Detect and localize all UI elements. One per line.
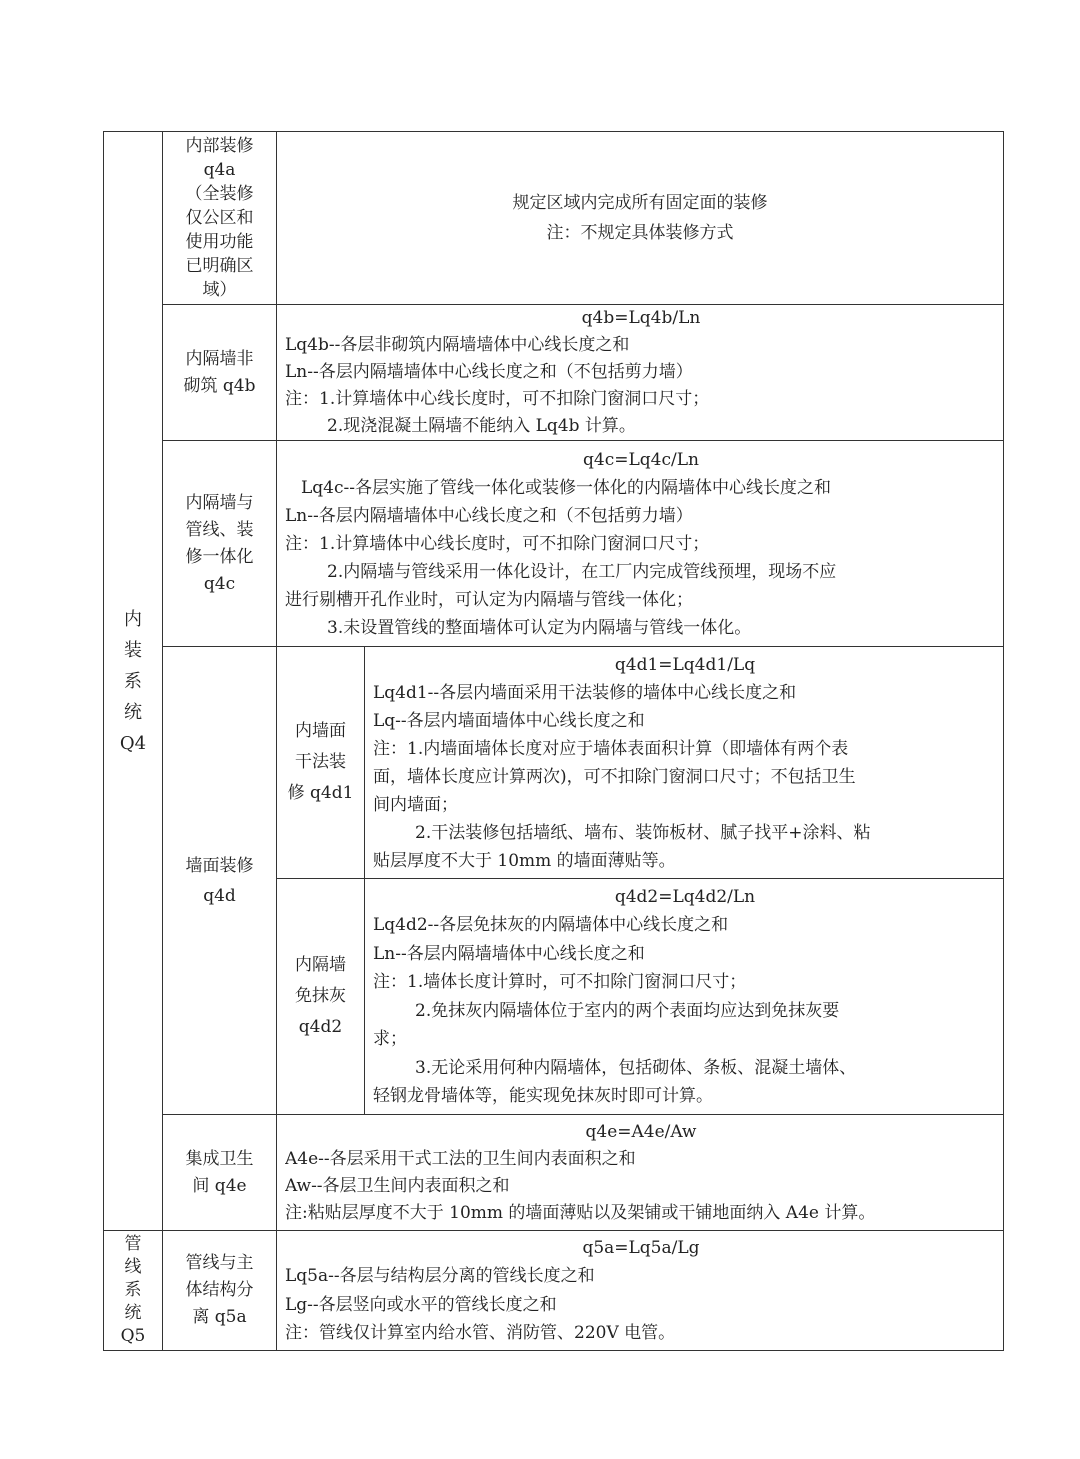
table-row-q4d1 [104,647,1004,879]
table-row-q5a [104,1231,1004,1351]
formula-q5a: q5a=Lq5a/Lg [582,1237,700,1258]
item-desc-q5a: q5a=Lq5a/Lg Lq5a--各层与结构层分离的管线长度之和 Lg--各层竖向或水平的管线长度之和 注：管线仅计算室内给水管、消防管、220V 电管。 [277,1231,1004,1351]
table-row-q4b [104,305,1004,441]
formula-q4b: q4b=Lq4b/Ln [581,308,701,328]
formula-q4d1: q4d1=Lq4d1/Lq [614,654,756,675]
formula-q4d2: q4d2=Lq4d2/Ln [614,886,756,907]
item-name-q4d: 墙面装修 q4d [163,647,277,1115]
item-name-q4e: 集成卫生 间 q4e [163,1115,277,1231]
subitem-name-q4d1: 内墙面 干法装 修 q4d1 [277,647,365,879]
formula-q4c: q4c=Lq4c/Ln [583,449,699,470]
item-name-q5a: 管线与主 体结构分 离 q5a [163,1231,277,1351]
item-desc-q4c: q4c=Lq4c/Ln Lq4c--各层实施了管线一体化或装修一体化的内隔墙体中心线长度之和 Ln--各层内隔墙墙体中心线长度之和（不包括剪力墙） 注：1.计算墙体中心线长度时，可不扣除门窗洞口尺寸； 2.内隔墙与管线采用一体化设计，在工厂内完成管线预埋，现场不应 进行剔槽开孔作业时，可认定为内隔墙与管线一体化； 3.未设置管线的整面墙体可认定为内隔墙与管线一体化。 [277,441,1004,647]
table-row-q4e [104,1115,1004,1231]
item-desc-q4a: 规定区域内完成所有固定面的装修 注：不规定具体装修方式 [277,132,1004,305]
item-desc-q4b: q4b=Lq4b/Ln Lq4b--各层非砌筑内隔墙墙体中心线长度之和 Ln--各层内隔墙墙体中心线长度之和（不包括剪力墙） 注：1.计算墙体中心线长度时，可不扣除门窗洞口尺寸； 2.现浇混凝土隔墙不能纳入 Lq4b 计算。 [277,305,1004,441]
table-row-q4c [104,441,1004,647]
table-row-q4a [104,132,1004,305]
indicator-table [103,131,1004,1351]
category-q5: 管 线 系 统 Q5 [104,1231,163,1351]
subitem-desc-q4d2: q4d2=Lq4d2/Ln Lq4d2--各层免抹灰的内隔墙体中心线长度之和 Ln--各层内隔墙墙体中心线长度之和 注：1.墙体长度计算时，可不扣除门窗洞口尺寸； 2.免抹灰内隔墙体位于室内的两个表面均应达到免抹灰要 求； 3.无论采用何种内隔墙体，包括砌体、条板、混凝土墙体、 轻钢龙骨墙体等，能实现免抹灰时即可计算。 [365,879,1004,1115]
item-name-q4b: 内隔墙非 砌筑 q4b [163,305,277,441]
item-name-q4a: 内部装修 q4a （全装修 仅公区和 使用功能 已明确区 域） [163,132,277,305]
category-q4: 内 装 系 统 Q4 [104,132,163,1231]
item-name-q4c: 内隔墙与 管线、装 修一体化 q4c [163,441,277,647]
subitem-desc-q4d1: q4d1=Lq4d1/Lq Lq4d1--各层内墙面采用干法装修的墙体中心线长度之和 Lq--各层内墙面墙体中心线长度之和 注：1.内墙面墙体长度对应于墙体表面积计算（即墙体有两个表 面，墙体长度应计算两次)，可不扣除门窗洞口尺寸；不包括卫生 间内墙面； 2.干法装修包括墙纸、墙布、装饰板材、腻子找平+涂料、粘 贴层厚度不大于 10mm 的墙面薄贴等。 [365,647,1004,879]
subitem-name-q4d2: 内隔墙 免抹灰 q4d2 [277,879,365,1115]
item-desc-q4e: q4e=A4e/Aw A4e--各层采用干式工法的卫生间内表面积之和 Aw--各层卫生间内表面积之和 注:粘贴层厚度不大于 10mm 的墙面薄贴以及架铺或干铺地面纳入 A4e 计算。 [277,1115,1004,1231]
formula-q4e: q4e=A4e/Aw [585,1121,697,1142]
